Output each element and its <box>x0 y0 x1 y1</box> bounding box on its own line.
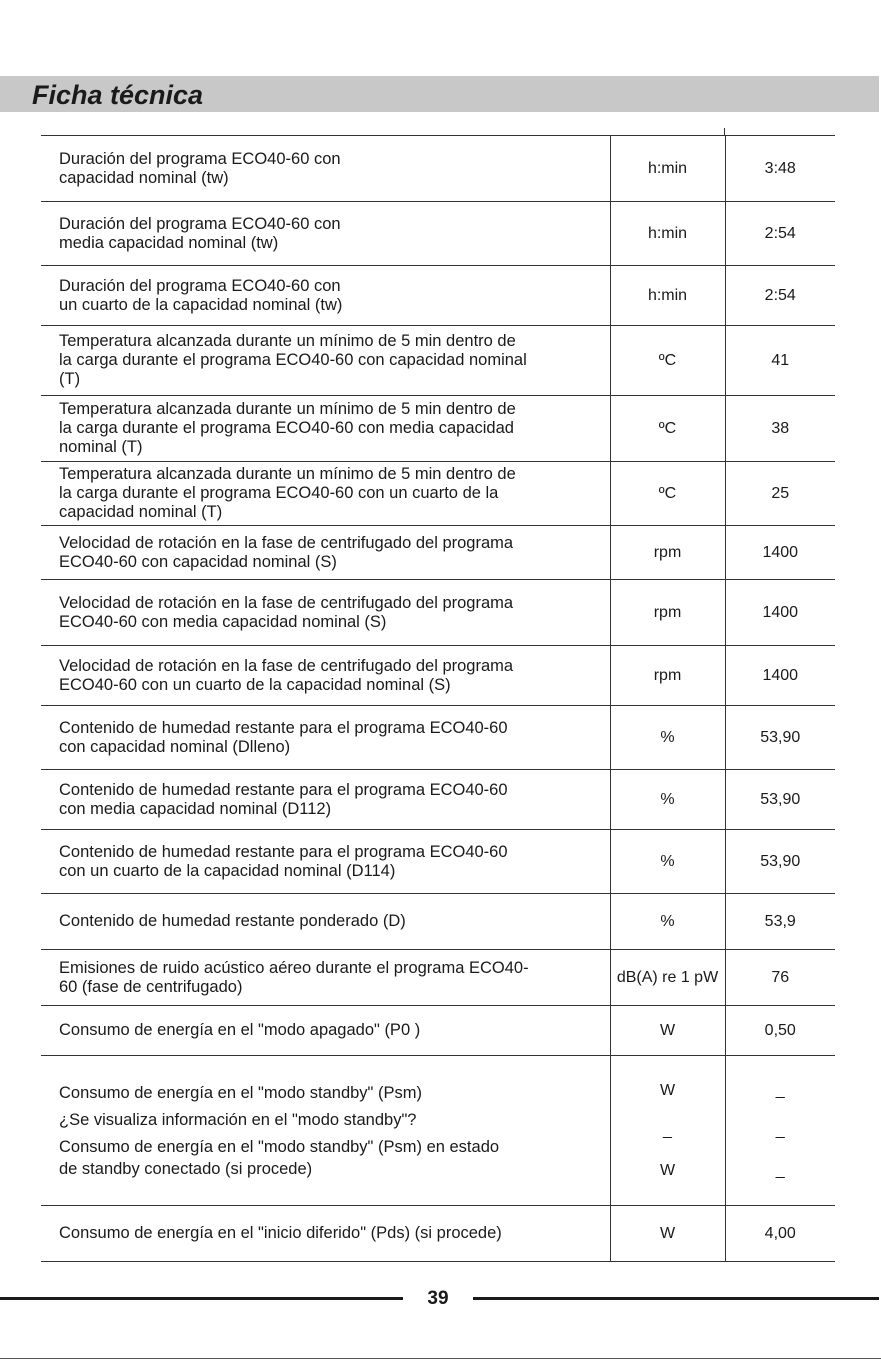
description-line: ¿Se visualiza información en el "modo standby"? <box>59 1110 417 1129</box>
description-line: Duración del programa ECO40-60 con <box>59 214 341 233</box>
description-line: un cuarto de la capacidad nominal (tw) <box>59 295 343 314</box>
description-line: media capacidad nominal (tw) <box>59 233 279 252</box>
description-line: capacidad nominal (tw) <box>59 168 229 187</box>
row-unit: ºC <box>610 462 725 526</box>
description-line: la carga durante el programa ECO40-60 con capacidad nominal <box>59 351 527 369</box>
row-unit: dB(A) re 1 pW <box>610 950 725 1006</box>
spec-table-body <box>41 136 835 1262</box>
unit-line: W <box>659 1081 676 1099</box>
table-row <box>41 830 835 894</box>
row-value: 53,9 <box>725 894 835 950</box>
row-value: 53,90 <box>725 830 835 894</box>
row-value: 25 <box>725 462 835 526</box>
row-description <box>41 894 610 950</box>
description-line: Consumo de energía en el "modo standby" (Psm) <box>59 1083 422 1102</box>
description-line: de standby conectado (si procede) <box>59 1159 313 1178</box>
description-line: Contenido de humedad restante para el programa ECO40-60 <box>59 718 508 737</box>
table-row <box>41 770 835 830</box>
row-description <box>41 462 610 526</box>
table-row <box>41 706 835 770</box>
row-unit: % <box>610 770 725 830</box>
description-line: Temperatura alcanzada durante un mínimo de 5 min dentro de <box>59 400 516 418</box>
row-description <box>41 526 610 580</box>
table-row <box>41 1206 835 1262</box>
description-line: Velocidad de rotación en la fase de centrifugado del programa <box>59 593 514 612</box>
description-line: ECO40-60 con un cuarto de la capacidad nominal (S) <box>59 675 451 694</box>
page-number: 39 <box>427 1288 449 1309</box>
spec-table <box>41 135 835 1262</box>
row-description <box>41 1006 610 1056</box>
table-row <box>41 266 835 326</box>
table-row <box>41 646 835 706</box>
row-value: 53,90 <box>725 770 835 830</box>
table-row <box>41 202 835 266</box>
row-description <box>41 266 610 326</box>
description-line: con media capacidad nominal (D112) <box>59 799 332 818</box>
description-line: Duración del programa ECO40-60 con <box>59 149 341 168</box>
unit-line: _ <box>663 1121 672 1139</box>
description-line: la carga durante el programa ECO40-60 con un cuarto de la <box>59 484 499 502</box>
table-row <box>41 396 835 462</box>
description-line: Duración del programa ECO40-60 con <box>59 276 341 295</box>
row-value: 53,90 <box>725 706 835 770</box>
description-line: Consumo de energía en el "inicio diferido" (Pds) (si procede) <box>59 1224 502 1242</box>
description-line: nominal (T) <box>59 438 143 456</box>
table-row <box>41 326 835 396</box>
row-description <box>41 770 610 830</box>
description-line: Contenido de humedad restante ponderado (D) <box>59 912 406 930</box>
unit-line: W <box>659 1161 676 1179</box>
row-unit: W <box>610 1206 725 1262</box>
row-value: 4,00 <box>725 1206 835 1262</box>
row-description <box>41 202 610 266</box>
table-row <box>41 526 835 580</box>
row-description <box>41 580 610 646</box>
row-value: 1400 <box>725 526 835 580</box>
row-unit <box>610 1056 725 1206</box>
footer-rule-left <box>0 1297 403 1300</box>
table-row <box>41 462 835 526</box>
row-value: 41 <box>725 326 835 396</box>
table-row <box>41 894 835 950</box>
row-value: 38 <box>725 396 835 462</box>
row-unit: W <box>610 1006 725 1056</box>
description-line: ECO40-60 con media capacidad nominal (S) <box>59 612 387 631</box>
row-value: 1400 <box>725 646 835 706</box>
description-line: Temperatura alcanzada durante un mínimo de 5 min dentro de <box>59 465 516 483</box>
row-value: 2:54 <box>725 202 835 266</box>
row-unit: rpm <box>610 646 725 706</box>
table-row <box>41 1056 835 1206</box>
value-line: _ <box>775 1081 785 1099</box>
row-value: 3:48 <box>725 136 835 202</box>
footer-rule-right <box>473 1297 879 1300</box>
page-title: Ficha técnica <box>32 80 204 110</box>
row-description <box>41 326 610 396</box>
description-line: Contenido de humedad restante para el programa ECO40-60 <box>59 842 508 861</box>
row-description <box>41 396 610 462</box>
row-value: 2:54 <box>725 266 835 326</box>
description-line: ECO40-60 con capacidad nominal (S) <box>59 552 337 571</box>
row-unit: % <box>610 830 725 894</box>
row-unit: h:min <box>610 202 725 266</box>
row-value: 76 <box>725 950 835 1006</box>
description-line: Emisiones de ruido acústico aéreo durante el programa ECO40- <box>59 958 529 977</box>
row-description <box>41 830 610 894</box>
row-unit: % <box>610 894 725 950</box>
description-line: con un cuarto de la capacidad nominal (D114) <box>59 861 396 880</box>
value-line: _ <box>775 1161 785 1179</box>
row-description <box>41 706 610 770</box>
description-line: Velocidad de rotación en la fase de centrifugado del programa <box>59 656 514 675</box>
row-unit: ºC <box>610 396 725 462</box>
description-line: Temperatura alcanzada durante un mínimo de 5 min dentro de <box>59 332 516 350</box>
table-row <box>41 950 835 1006</box>
description-line: la carga durante el programa ECO40-60 con media capacidad <box>59 419 514 437</box>
row-value: 1400 <box>725 580 835 646</box>
row-description <box>41 1206 610 1262</box>
table-row <box>41 1006 835 1056</box>
row-unit: h:min <box>610 266 725 326</box>
row-description <box>41 950 610 1006</box>
description-line: Velocidad de rotación en la fase de centrifugado del programa <box>59 533 514 552</box>
row-value <box>725 1056 835 1206</box>
row-description <box>41 136 610 202</box>
row-description <box>41 1056 610 1206</box>
row-unit: ºC <box>610 326 725 396</box>
description-line: capacidad nominal (T) <box>59 503 223 521</box>
table-row <box>41 580 835 646</box>
description-line: Consumo de energía en el "modo standby" (Psm) en estado <box>59 1137 500 1156</box>
description-line: 60 (fase de centrifugado) <box>59 977 243 996</box>
bottom-rule <box>0 1358 881 1359</box>
description-line: con capacidad nominal (Dlleno) <box>59 737 291 756</box>
description-line: Contenido de humedad restante para el programa ECO40-60 <box>59 780 508 799</box>
row-unit: % <box>610 706 725 770</box>
table-row <box>41 136 835 202</box>
description-line: (T) <box>59 370 81 388</box>
value-line: _ <box>775 1121 785 1139</box>
row-unit: h:min <box>610 136 725 202</box>
row-description <box>41 646 610 706</box>
row-value: 0,50 <box>725 1006 835 1056</box>
row-unit: rpm <box>610 580 725 646</box>
description-line: Consumo de energía en el "modo apagado" (P0 ) <box>59 1021 421 1039</box>
row-unit: rpm <box>610 526 725 580</box>
